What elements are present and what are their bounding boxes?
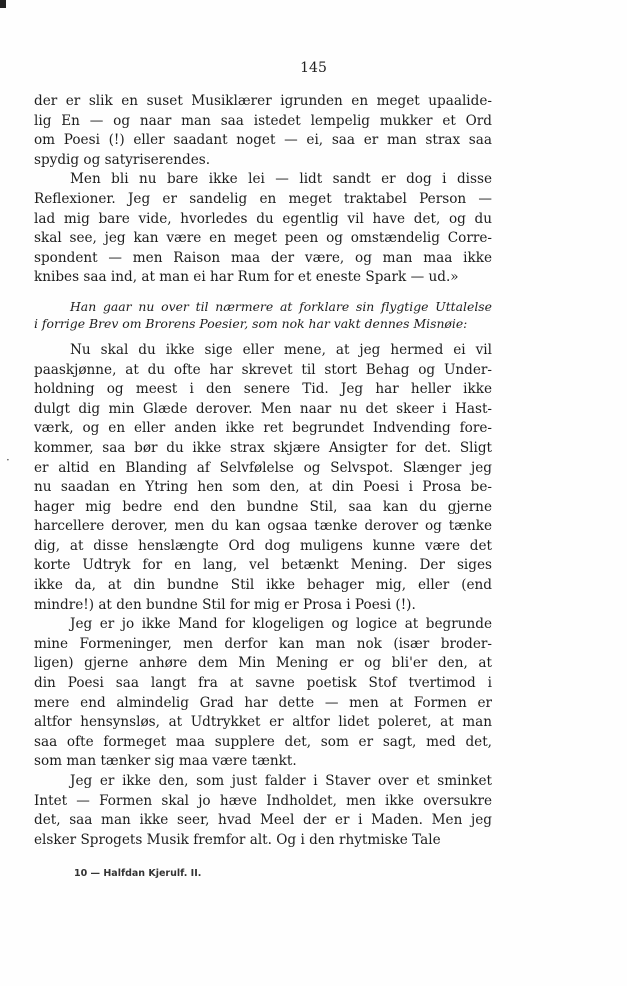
- text-line: mindre!) at den bundne Stil for mig er Prosa i Poesi (!).: [34, 596, 416, 613]
- text-line: der er slik en suset Musiklærer igrunden en meget upaalide-: [34, 93, 492, 109]
- text-line: kommer, saa bør du ikke strax skjære Ansigter for det. Sligt: [34, 439, 492, 456]
- text-line: paaskjønne, at du ofte har skrevet til stort Behag og Under-: [34, 361, 492, 378]
- text-line: korte Udtryk for en lang, vel betænkt Mening. Der siges: [34, 557, 492, 574]
- text-line: lad mig bare vide, hvorledes du egentlig vil have det, og du: [34, 210, 492, 227]
- italic-editorial-note: [34, 298, 492, 333]
- text-line: Jeg er jo ikke Mand for klogeligen og logice at begrunde: [70, 616, 492, 633]
- text-line: saa ofte formeget maa supplere det, som er sagt, med det,: [34, 733, 492, 750]
- text-line: Jeg er ikke den, som just falder i Staver over et sminket: [70, 773, 492, 789]
- text-line: er altid en Blanding af Selvfølelse og Selvspot. Slænger jeg: [34, 459, 492, 476]
- text-line: om Poesi (!) eller saadant noget — ei, saa er man strax saa: [34, 132, 492, 149]
- text-line: mere end almindelig Grad har dette — men at Formen er: [34, 694, 492, 711]
- page-number: 145: [300, 60, 327, 76]
- text-line: din Poesi saa langt fra at savne poetisk Stof tvertimod i: [34, 675, 492, 692]
- text-line: mine Formeninger, men derfor kan man nok (især broder-: [34, 635, 492, 652]
- paragraph: [34, 341, 492, 615]
- text-line: ikke da, at din bundne Stil ikke behager mig, eller (end: [34, 577, 492, 594]
- footer-signature: 10 — Halfdan Kjerulf. II.: [74, 868, 202, 879]
- body-text: [34, 92, 492, 850]
- italic-line: Han gaar nu over til nærmere at forklare sin flygtige Uttalelse: [70, 298, 492, 314]
- text-line: Reflexioner. Jeg er sandelig en meget traktabel Person —: [34, 190, 492, 207]
- text-line: spydig og satyriserendes.: [34, 151, 211, 168]
- text-line: altfor hensynsløs, at Udtrykket er altfor lidet poleret, at man: [34, 714, 492, 731]
- text-line: lig En — og naar man saa istedet lempelig mukker et Ord: [34, 112, 492, 129]
- text-line: værk, og en eller anden ikke ret begrundet Indvending fore-: [34, 420, 492, 437]
- text-line: det, saa man ikke seer, hvad Meel der er i Maden. Men jeg: [34, 812, 492, 829]
- text-line: som man tænker sig maa være tænkt.: [34, 753, 297, 770]
- text-line: dulgt dig min Glæde derover. Men naar nu det skeer i Hast-: [34, 400, 492, 417]
- text-line: Intet — Formen skal jo hæve Indholdet, men ikke oversukre: [34, 792, 492, 809]
- text-line: holdning og meest i den senere Tid. Jeg har heller ikke: [34, 381, 492, 398]
- paragraph: [34, 92, 492, 170]
- text-line: elsker Sprogets Musik fremfor alt. Og i den rhytmiske Tale: [34, 831, 441, 848]
- text-line: skal see, jeg kan være en meget peen og omstændelig Corre-: [34, 230, 492, 247]
- scan-corner-mark: [0, 0, 6, 8]
- paragraph: [34, 170, 492, 288]
- paragraph: [34, 772, 492, 850]
- margin-mark: ·: [6, 453, 10, 467]
- text-line: nu saadan en Ytring hen som den, at din Poesi i Prosa be-: [34, 479, 492, 496]
- text-line: harcellere derover, men du kan ogsaa tænke derover og tænke: [34, 518, 492, 535]
- text-line: knibes saa ind, at man ei har Rum for et eneste Spark — ud.»: [34, 269, 459, 286]
- paragraph: [34, 615, 492, 772]
- text-line: spondent — men Raison maa der være, og man maa ikke: [34, 249, 492, 266]
- italic-line: i forrige Brev om Brorens Poesier, som nok har vakt dennes Misnøie:: [34, 316, 468, 332]
- text-line: dig, at disse henslængte Ord dog muligens kunne være det: [34, 537, 492, 554]
- text-line: hager mig bedre end den bundne Stil, saa kan du gjerne: [34, 498, 492, 515]
- text-line: Men bli nu bare ikke lei — lidt sandt er dog i disse: [70, 171, 492, 188]
- text-line: ligen) gjerne anhøre dem Min Mening er og bli'er den, at: [34, 655, 492, 672]
- text-line: Nu skal du ikke sige eller mene, at jeg hermed ei vil: [70, 341, 492, 358]
